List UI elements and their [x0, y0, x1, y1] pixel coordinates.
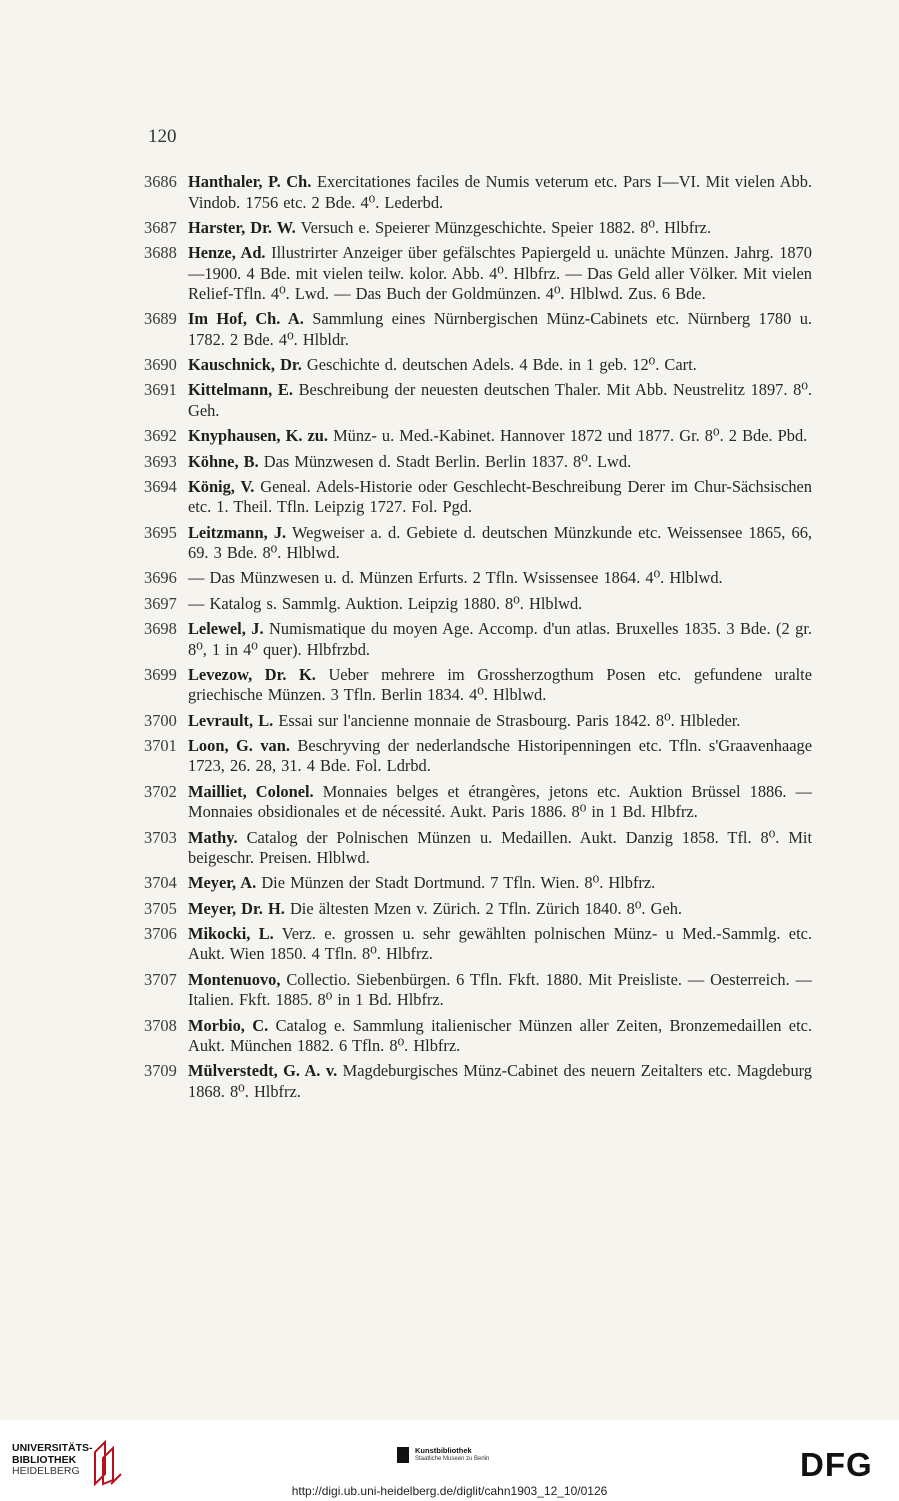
entry-author: Mathy.: [188, 827, 238, 847]
catalog-entry: [144, 568, 812, 589]
entry-author: Meyer, A.: [188, 873, 257, 893]
entry-description: Geschichte d. deutschen Adels. 4 Bde. in 1 geb. 12⁰. Cart.: [301, 355, 697, 375]
entry-description: Ueber mehrere im Grossherzogthum Posen etc. gefundene uralte griechische Münzen. 3 Tfln. Berlin 1834. 4⁰. Hlblwd.: [188, 664, 812, 705]
entry-author: Lelewel, J.: [188, 619, 264, 639]
entry-author: Harster, Dr. W.: [188, 217, 296, 237]
entry-author: Mülverstedt, G. A. v.: [188, 1061, 338, 1081]
catalog-entries: [144, 172, 812, 1107]
dfg-logo[interactable]: DFG: [800, 1446, 873, 1483]
catalog-entry: [144, 523, 812, 564]
entry-author: König, V.: [188, 476, 255, 496]
catalog-entry: [144, 218, 812, 239]
entry-description: Geneal. Adels-Historie oder Geschlecht-Beschreibung Derer im Chur-Sächsischen etc. 1. Theil. Tfln. Leipzig 1727. Fol. Pgd.: [188, 476, 812, 517]
entry-author: Levezow, Dr. K.: [188, 664, 316, 684]
entry-description: Das Münzwesen d. Stadt Berlin. Berlin 1837. 8⁰. Lwd.: [258, 451, 632, 471]
entry-author: Kittelmann, E.: [188, 380, 293, 400]
entry-description: Exercitationes faciles de Numis veterum etc. Pars I—VI. Mit vielen Abb. Vindob. 1756 etc. 2 Bde. 4⁰. Lederbd.: [188, 172, 812, 212]
entry-description: Catalog e. Sammlung italienischer Münzen aller Zeiten, Bronzemedaillen etc. Aukt. München 1882. 6 Tfln. 8⁰. Hlbfrz.: [188, 1015, 812, 1056]
entry-number: 3686: [144, 172, 177, 191]
kb-subtitle: Staatliche Museen zu Berlin: [415, 1456, 490, 1462]
catalog-entry: [144, 899, 812, 920]
catalog-entry: [144, 619, 812, 660]
entry-description: — Katalog s. Sammlg. Auktion. Leipzig 1880. 8⁰. Hlblwd.: [188, 593, 583, 613]
entry-description: Die Münzen der Stadt Dortmund. 7 Tfln. Wien. 8⁰. Hlbfrz.: [256, 873, 656, 893]
entry-number: 3693: [144, 451, 177, 471]
entry-author: Hanthaler, P. Ch.: [188, 172, 312, 191]
entry-description: Collectio. Siebenbürgen. 6 Tfln. Fkft. 1880. Mit Preisliste. — Oesterreich. — Italien. Fkft. 1885. 8⁰ in 1 Bd. Hlbfrz.: [188, 969, 812, 1010]
entry-number: 3689: [144, 309, 177, 329]
catalog-entry: [144, 828, 812, 869]
catalog-entry: [144, 243, 812, 305]
catalog-entry: [144, 452, 812, 473]
entry-number: 3692: [144, 426, 177, 446]
catalog-entry: [144, 594, 812, 615]
catalog-entry: [144, 970, 812, 1011]
entry-author: Köhne, B.: [188, 451, 259, 471]
catalog-entry: [144, 309, 812, 350]
university-library-logo[interactable]: [12, 1443, 93, 1478]
entry-author: Henze, Ad.: [188, 243, 266, 263]
entry-number: 3707: [144, 969, 177, 989]
entry-number: 3709: [144, 1061, 177, 1081]
entry-author: Mailliet, Colonel.: [188, 781, 314, 801]
library-name-line2: BIBLIOTHEK: [12, 1453, 77, 1466]
entry-author: Kauschnick, Dr.: [188, 355, 302, 375]
entry-description: Catalog der Polnischen Münzen u. Medaillen. Aukt. Danzig 1858. Tfl. 8⁰. Mit beigeschr. Preisen. Hlblwd.: [188, 827, 812, 868]
entry-number: 3698: [144, 619, 177, 639]
entry-author: Meyer, Dr. H.: [188, 898, 285, 918]
catalog-entry: [144, 873, 812, 894]
entry-author: Mikocki, L.: [188, 923, 274, 943]
entry-number: 3691: [144, 380, 177, 400]
entry-number: 3696: [144, 568, 177, 588]
catalog-entry: [144, 782, 812, 823]
catalog-entry: [144, 665, 812, 706]
entry-description: — Das Münzwesen u. d. Münzen Erfurts. 2 Tfln. Wsissensee 1864. 4⁰. Hlblwd.: [188, 568, 723, 588]
catalog-entry: [144, 1061, 812, 1102]
entry-number: 3687: [144, 217, 177, 237]
library-name-line1: UNIVERSITÄTS-: [12, 1442, 93, 1454]
entry-number: 3708: [144, 1015, 177, 1035]
source-url-link[interactable]: http://digi.ub.uni-heidelberg.de/diglit/cahn1903_12_10/0126: [291, 1484, 608, 1498]
entry-author: Morbio, C.: [188, 1015, 269, 1035]
entry-author: Knyphausen, K. zu.: [188, 426, 328, 446]
entry-number: 3704: [144, 873, 177, 893]
kb-name: Kunstbibliothek: [415, 1446, 472, 1455]
entry-number: 3700: [144, 710, 177, 730]
entry-number: 3690: [144, 355, 177, 375]
entry-author: Loon, G. van.: [188, 735, 290, 755]
entry-description: Die ältesten Mzen v. Zürich. 2 Tfln. Zürich 1840. 8⁰. Geh.: [284, 898, 683, 918]
entry-description: Verz. e. grossen u. sehr gewählten polnischen Münz- u Med.-Sammlg. etc. Aukt. Wien 1850. 4 Tfln. 8⁰. Hlbfrz.: [188, 923, 812, 964]
catalog-entry: [144, 1016, 812, 1057]
entry-description: Numismatique du moyen Age. Accomp. d'un atlas. Bruxelles 1835. 3 Bde. (2 gr. 8⁰, 1 in 4⁰ quer). Hlbfrzbd.: [188, 619, 812, 659]
entry-description: Monnaies belges et étrangères, jetons etc. Auktion Brüssel 1886. — Monnaies obsidionales et de nécessité. Aukt. Paris 1886. 8⁰ in 1 Bd. Hlbfrz.: [188, 781, 812, 822]
catalog-entry: [144, 711, 812, 732]
entry-description: Wegweiser a. d. Gebiete d. deutschen Münzkunde etc. Weissensee 1865, 66, 69. 3 Bde. 8⁰. Hlblwd.: [188, 522, 812, 563]
entry-number: 3705: [144, 898, 177, 918]
entry-description: Münz- u. Med.-Kabinet. Hannover 1872 und 1877. Gr. 8⁰. 2 Bde. Pbd.: [328, 426, 808, 446]
entry-description: Sammlung eines Nürnbergischen Münz-Cabinets etc. Nürnberg 1780 u. 1782. 2 Bde. 4⁰. Hlbldr.: [188, 309, 812, 349]
kunstbibliothek-logo[interactable]: [415, 1446, 489, 1464]
catalog-entry: [144, 477, 812, 518]
entry-author: Im Hof, Ch. A.: [188, 309, 304, 329]
catalog-entry: [144, 426, 812, 447]
catalog-entry: [144, 380, 812, 421]
entry-number: 3706: [144, 923, 177, 943]
entry-number: 3699: [144, 664, 177, 684]
entry-author: Levrault, L.: [188, 710, 274, 730]
entry-description: Magdeburgisches Münz-Cabinet des neuern Zeitalters etc. Magdeburg 1868. 8⁰. Hlbfrz.: [188, 1061, 812, 1101]
entry-description: Illustrirter Anzeiger über gefälschtes Papiergeld u. unächte Münzen. Jahrg. 1870—1900. 4 Bde. mit vielen teilw. kolor. Abb. 4⁰. Hlbfrz. — Das Geld aller Völker. Mit vielen Relief-Tfln. 4⁰. Lwd. — Das Buch der Goldmünzen. 4⁰. Hlblwd. Zus. 6 Bde.: [188, 243, 812, 304]
library-name-line3: HEIDELBERG: [12, 1465, 80, 1477]
entry-number: 3688: [144, 243, 177, 263]
entry-number: 3701: [144, 735, 177, 755]
entry-number: 3697: [144, 593, 177, 613]
university-library-emblem-icon: [91, 1440, 123, 1486]
entry-number: 3703: [144, 827, 177, 847]
entry-number: 3702: [144, 781, 177, 801]
entry-number: 3694: [144, 476, 177, 496]
catalog-entry: [144, 355, 812, 376]
kunstbibliothek-logo-icon: [397, 1447, 409, 1463]
entry-author: Montenuovo,: [188, 969, 281, 989]
entry-description: Versuch e. Speierer Münzgeschichte. Speier 1882. 8⁰. Hlbfrz.: [295, 217, 712, 237]
catalog-entry: [144, 924, 812, 965]
entry-description: Beschreibung der neuesten deutschen Thaler. Mit Abb. Neustrelitz 1897. 8⁰. Geh.: [188, 380, 812, 420]
catalog-entry: [144, 736, 812, 777]
page-number: 120: [148, 126, 177, 147]
entry-number: 3695: [144, 522, 177, 542]
entry-description: Essai sur l'ancienne monnaie de Strasbourg. Paris 1842. 8⁰. Hlbleder.: [273, 710, 741, 730]
entry-description: Beschryving der nederlandsche Historipenningen etc. Tfln. s'Graavenhaage 1723, 26. 28, 31. 4 Bde. Fol. Ldrbd.: [188, 735, 812, 776]
catalog-entry: [144, 172, 812, 213]
entry-author: Leitzmann, J.: [188, 522, 287, 542]
